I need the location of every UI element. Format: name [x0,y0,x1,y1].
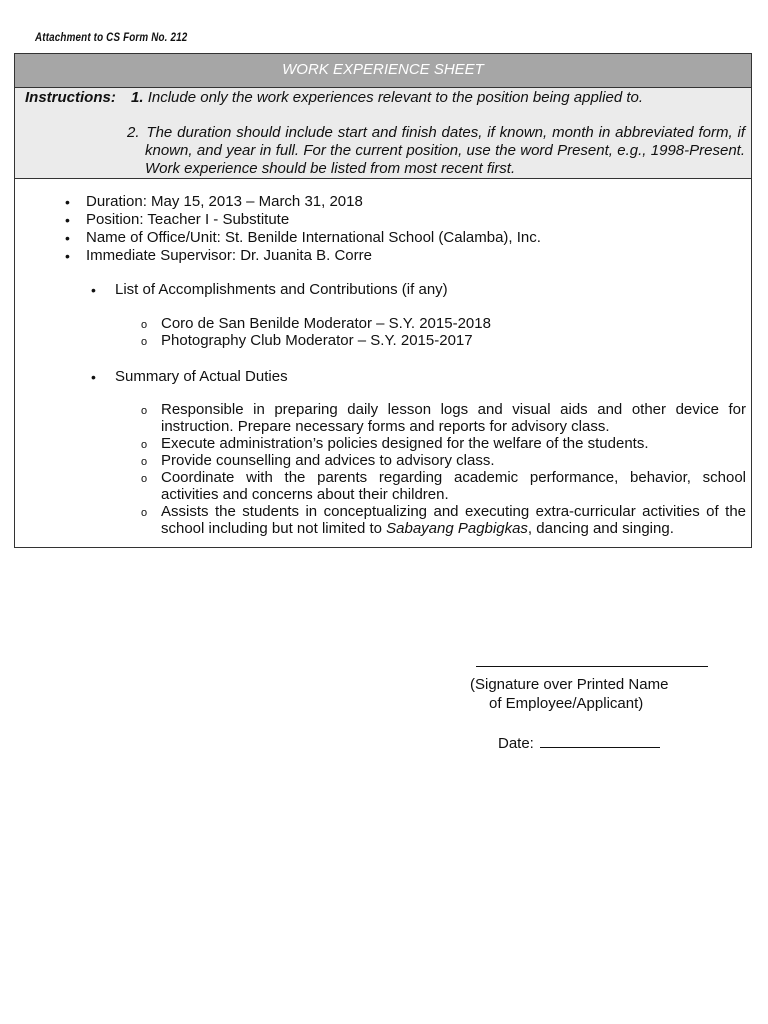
instruction-1-number: 1. [131,89,144,106]
date-blank [540,734,660,748]
signature-caption-line2: of Employee/Applicant) [489,695,644,712]
instruction-1-text: Include only the work experiences relevant to the position being applied to. [147,89,644,106]
instruction-1 [131,89,643,107]
position-item: • Position: Teacher I - Substitute [65,211,541,229]
duty-item: o Coordinate with the parents regarding academic performance, behavior, school activities and concerns about their children. [141,469,746,503]
date-label: Date: [498,735,534,752]
accomplishments-list [141,315,746,349]
instruction-2-number: 2. [127,124,140,141]
duty-item: o Responsible in preparing daily lesson logs and visual aids and other device for instruction. Prepare necessary forms and reports for advisory class. [141,401,746,435]
duties-list [141,401,746,537]
work-experience-sheet [14,53,752,548]
office-item: • Name of Office/Unit: St. Benilde International School (Calamba), Inc. [65,229,541,247]
instructions-box [15,88,751,179]
accomplishment-item: o Photography Club Moderator – S.Y. 2015-2017 [141,332,746,349]
accomplishments-heading: • List of Accomplishments and Contributions (if any) [91,281,448,299]
date-field [498,734,660,752]
form-attachment-label: Attachment to CS Form No. 212 [35,30,188,44]
signature-caption-line1: (Signature over Printed Name [470,676,669,693]
sheet-title: WORK EXPERIENCE SHEET [15,54,751,88]
duration-item: • Duration: May 15, 2013 – March 31, 2018 [65,193,541,211]
duty-text: Assists the students in conceptualizing and executing extra-curricular activities of the school including but not limited to [161,503,746,537]
duty-item: o Execute administration’s policies designed for the welfare of the students. [141,435,746,452]
duty-italic-text: Sabayang Pagbigkas [386,520,528,537]
experience-details-list [65,193,541,265]
duties-heading: • Summary of Actual Duties [91,368,288,386]
accomplishment-item: o Coro de San Benilde Moderator – S.Y. 2015-2018 [141,315,746,332]
instruction-2 [127,124,745,178]
signature-line [476,666,708,667]
instruction-2-text: The duration should include start and finish dates, if known, month in abbreviated form, if known, and year in full. For the current position, use the word Present, e.g., 1998-Present. Work experience should be listed from most recent first. [145,124,745,177]
supervisor-item: • Immediate Supervisor: Dr. Juanita B. Corre [65,247,541,265]
duty-item [141,503,746,537]
duty-text-end: , dancing and singing. [527,520,674,537]
instructions-label: Instructions: [25,89,116,106]
duty-item: o Provide counselling and advices to advisory class. [141,452,746,469]
